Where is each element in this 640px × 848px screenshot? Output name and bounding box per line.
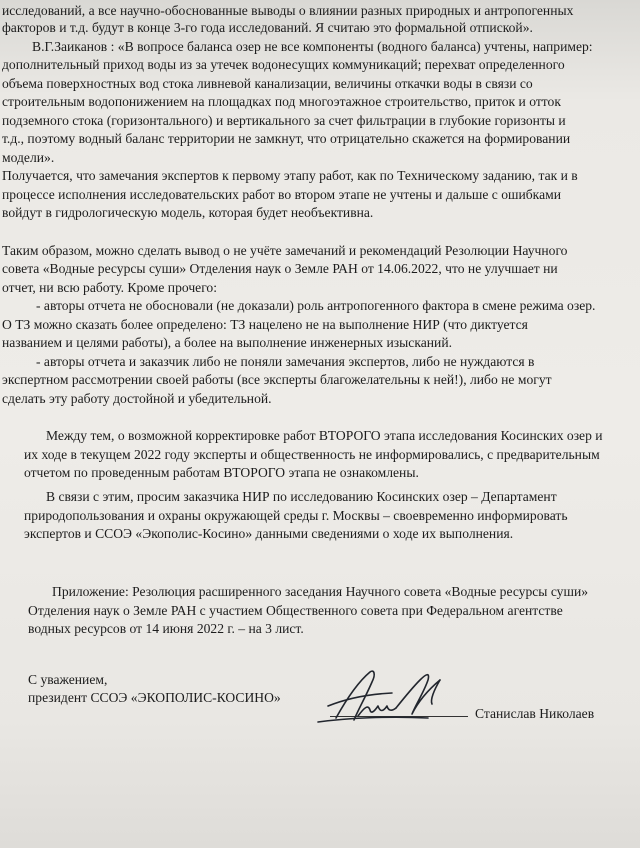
- text-line: отчет, ни всю работу. Кроме прочего:: [2, 280, 218, 295]
- text-line: - авторы отчета не обосновали (не доказали) роль антропогенного фактора в смене режима озер.: [36, 298, 596, 313]
- text-line: войдут в гидрологическую модель, которая будет необъективна.: [2, 205, 374, 220]
- text-line: факторов и т.д. будут в конце 3-го года исследований. Я считаю это формальной отпиской».: [2, 20, 533, 35]
- text-line: модели».: [2, 150, 55, 165]
- text-line: отчетом по проведенным работам ВТОРОГО этапа не ознакомлены.: [24, 465, 419, 480]
- text-line: подземного стока (горизонтального) и вертикального за счет фильтрации в глубокие горизонты и: [2, 113, 566, 128]
- text-line: т.д., поэтому водный баланс территории не замкнут, что отрицательно скажется на формировании: [2, 131, 571, 146]
- text-line: Между тем, о возможной корректировке работ ВТОРОГО этапа исследования Косинских озер и: [46, 428, 603, 443]
- text-line: строительным водопонижением на площадках под многоэтажное строительство, приток и отток: [2, 94, 561, 109]
- text-line: Таким образом, можно сделать вывод о не учёте замечаний и рекомендаций Резолюции Научного: [2, 243, 568, 258]
- text-line: дополнительный приход воды из за утечек водонесущих коммуникаций; перехват определенного: [2, 57, 565, 72]
- text-line: Приложение: Резолюция расширенного заседания Научного совета «Водные ресурсы суши»: [52, 584, 589, 599]
- text-line: сделать эту работу достойной и убедительной.: [2, 391, 272, 406]
- text-line: Получается, что замечания экспертов к первому этапу работ, как по Техническому заданию, так и в: [2, 168, 578, 183]
- text-line: экспертов и ССОЭ «Экополис-Косино» данными сведениями о ходе их выполнения.: [24, 526, 514, 541]
- text-line: процессе исполнения исследовательских работ во втором этапе не учтены и дальше с ошибками: [2, 187, 561, 202]
- text-line: природопользования и охраны окружающей среды г. Москвы – своевременно информировать: [24, 508, 568, 523]
- text-line: - авторы отчета и заказчик либо не поняли замечания экспертов, либо не нуждаются в: [36, 354, 535, 369]
- text-line: объема поверхностных вод стока ливневой канализации, величины откачки воды в связи со: [2, 76, 533, 91]
- text-line: О ТЗ можно сказать более определено: ТЗ нацелено не на выполнение НИР (что диктуется: [2, 317, 528, 332]
- text-line: названием и целями работы), а более на выполнение инженерных изысканий.: [2, 335, 453, 350]
- text-line: их ходе в текущем 2022 году эксперты и общественность не информировались, с предварительным: [24, 447, 600, 462]
- text-line: совета «Водные ресурсы суши» Отделения наук о Земле РАН от 14.06.2022, что не улучшает ни: [2, 261, 558, 276]
- text-line: экспертном рассмотрении своей работы (все эксперты благожелательны к ней!), либо не могут: [2, 372, 552, 387]
- text-line: Отделения наук о Земле РАН с участием Общественного совета при Федеральном агентстве: [28, 603, 563, 618]
- signatory-name: Станислав Николаев: [475, 706, 595, 721]
- text-line: водных ресурсов от 14 июня 2022 г. – на 3 лист.: [28, 621, 304, 636]
- handwritten-signature: [308, 660, 478, 740]
- text-line: В связи с этим, просим заказчика НИР по исследованию Косинских озер – Департамент: [46, 489, 557, 504]
- text-line: исследований, а все научно-обоснованные выводы о влиянии разных природных и антропогенных: [2, 3, 574, 18]
- closing-regards: С уважением,: [28, 672, 108, 687]
- signatory-position: президент ССОЭ «ЭКОПОЛИС-КОСИНО»: [28, 690, 281, 705]
- text-line: В.Г.Заиканов : «В вопросе баланса озер не все компоненты (водного баланса) учтены, например:: [32, 39, 593, 54]
